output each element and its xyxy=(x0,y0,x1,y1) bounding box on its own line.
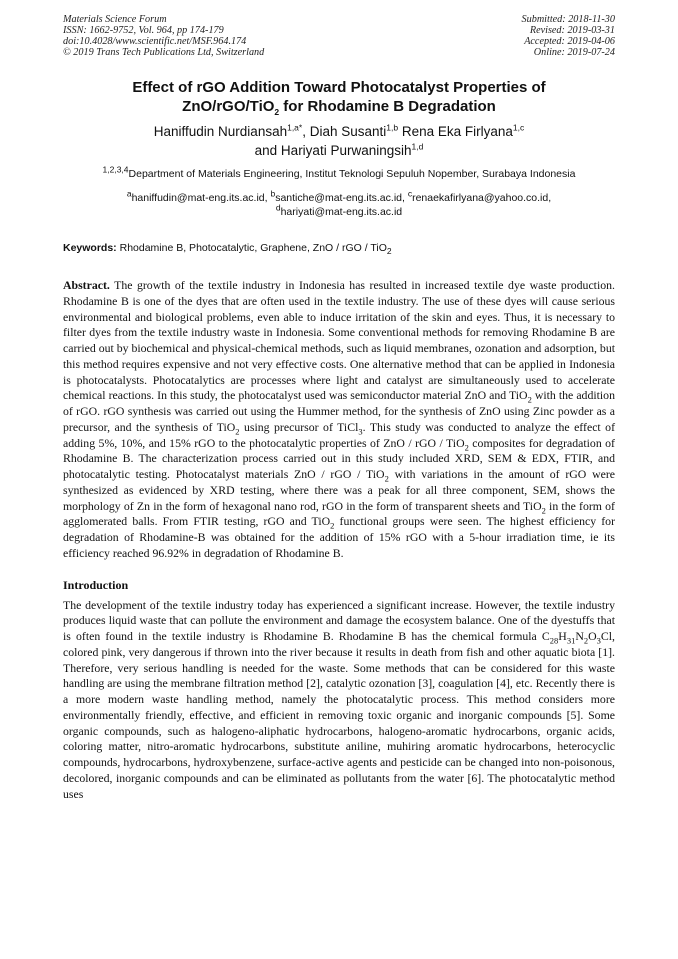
subscript: 31 xyxy=(566,635,576,646)
author-superscript: 1,b xyxy=(386,122,399,133)
keywords xyxy=(63,241,615,255)
email-link[interactable]: renaekafirlyana@yahoo.co.id, xyxy=(412,192,552,204)
email-superscript: c xyxy=(407,188,413,199)
author-line-2 xyxy=(63,141,615,160)
author-name: and Hariyati Purwaningsih xyxy=(254,143,412,158)
abstract-text: The growth of the textile industry in Indonesia has resulted in increased textile dye waste production. Rhodamine B is one of the dyes that are often used in the textile industry. The use of these dyes will cause serious environmental and biological problems, even able to induce irritation of the skin and eyes. Thus, it is necessary to filter dyes from the textile industry waste in Indonesia. Some conventional methods for removing Rhodamine B are carried out by biochemical and physical-chemical methods, such as liquid membranes, ozonation and adsorption, but this method requires expensive and not very effective costs. One alternative method that can be applied in Indonesia is photocatalysts. Photocatalytics are processes where light and catalyst are simultaneously used to accelerate chemical reactions. In this study, the photocatalyst used was semiconductor material ZnO and TiO xyxy=(63,278,616,403)
affiliation xyxy=(63,164,615,181)
issn: ISSN: 1662-9752, Vol. 964, pp 174-179 xyxy=(63,25,224,36)
body-text: O xyxy=(588,629,597,643)
email-superscript: a xyxy=(126,188,132,199)
author-name: , Diah Susanti xyxy=(302,124,387,139)
accepted-date: Accepted: 2019-04-06 xyxy=(524,36,615,47)
doi[interactable]: doi:10.4028/www.scientific.net/MSF.964.174 xyxy=(63,36,247,47)
author-line-1 xyxy=(63,122,615,141)
online-date: Online: 2019-07-24 xyxy=(533,47,615,58)
body-text: The development of the textile industry today has experienced a significant increase. However, the textile industry produces liquid waste that can pollute the environment and damage the ecosystem balance. One of the dyestuffs that is often found in the textile industry is Rhodamine B. Rhodamine B has the chemical formula C xyxy=(63,597,615,643)
subscript: 3 xyxy=(358,426,363,437)
author-name: Haniffudin Nurdiansah xyxy=(153,124,288,139)
subscript: 2 xyxy=(274,107,280,117)
abstract-text: in the form of agglomerated balls. From FTIR testing, rGO and TiO xyxy=(63,498,615,529)
subscript: 28 xyxy=(549,635,559,646)
subscript: 2 xyxy=(464,441,469,452)
introduction-body xyxy=(63,598,615,803)
abstract-text: with variations in the amount of rGO were synthesized as evidenced by XRD testing, where there was a peak for all three component, SEM, shows the morphology of Zn in the form of hexagonal nano rod, rGO in the form of transparent sheets and TiO xyxy=(63,467,615,513)
subscript: 3 xyxy=(596,635,601,646)
abstract-label: Abstract. xyxy=(63,278,110,292)
date-info xyxy=(522,14,615,58)
paper-page xyxy=(63,14,615,802)
author-superscript: 1,a* xyxy=(287,122,303,133)
abstract-text: composites for degradation of Rhodamine B. The characterization process carried out in this study included XRD, SEM & EDX, FTIR, and photocatalytic testing. Photocatalyst materials ZnO / rGO / TiO xyxy=(63,435,615,481)
body-text: N xyxy=(575,629,584,643)
keywords-label: Keywords: xyxy=(63,242,117,254)
affiliation-text: Department of Materials Engineering, Institut Teknologi Sepuluh Nopember, Surabaya Indonesia xyxy=(128,168,576,180)
subscript: 2 xyxy=(235,426,240,437)
keywords-text: Rhodamine B, Photocatalytic, Graphene, ZnO / rGO / TiO xyxy=(116,242,387,254)
affiliation-superscript: 1,2,3,4 xyxy=(102,164,129,175)
abstract-text: using precursor of TiCl xyxy=(239,419,359,434)
paper-title xyxy=(63,78,615,116)
author-superscript: 1,c xyxy=(512,122,525,133)
title-text: for Rhodamine B Degradation xyxy=(279,98,496,115)
title-line-1: Effect of rGO Addition Toward Photocatalyst Properties of xyxy=(132,79,546,96)
email-superscript: d xyxy=(275,202,281,213)
journal-header xyxy=(63,14,615,58)
publication-info xyxy=(63,14,264,58)
title-text: ZnO/rGO/TiO xyxy=(182,98,275,115)
submitted-date: Submitted: 2018-11-30 xyxy=(521,14,615,25)
abstract-text: with the addition of rGO. rGO synthesis was carried out using the Hummer method, for the synthesis of ZnO using Zinc powder as a precursor, and the synthesis of TiO xyxy=(63,388,615,434)
section-heading-introduction: Introduction xyxy=(63,577,129,592)
copyright: © 2019 Trans Tech Publications Ltd, Switzerland xyxy=(63,47,265,58)
subscript: 2 xyxy=(384,473,389,484)
author-list xyxy=(63,122,615,160)
email-link[interactable]: santiche@mat-eng.its.ac.id, xyxy=(275,192,408,204)
subscript: 2 xyxy=(583,635,589,646)
subscript: 2 xyxy=(330,520,335,531)
body-text: Cl, colored pink, very dangerous if thrown into the river because it results in death from fish and other aquatic biota [1]. Therefore, very serious handling is needed for the waste. Some methods that can be considered for this waste handling are using the membrane filtration method [2], catalytic ozonation [3], coagulation [4], etc. Recently there is a more modern waste handling method, namely the photocatalytic process. This method considers more environmentally friendly, effective, and efficient in removing toxic organic and inorganic compounds [5]. Some organic compounds, such as halogeno-aliphatic hydrocarbons, halogeno-aromatic hydrocarbons, organic acids, coloring matter, nitro-aromatic hydrocarbons, substitute aniline, muhiring aromatic hydrocarbons, heterocyclic compounds, hydrocarbons, hydroxybenzene, surface-active agents and pesticide can be changed into non-poisonous, decolored, inorganic compounds and can be eliminated as pollutants from the water [6]. The photocatalytic method uses xyxy=(63,629,615,801)
abstract-text: functional groups were seen. The highest efficiency for degradation of Rhodamine-B was obtained for the addition of 15% rGO with a 5-hour irradiation time, ie its efficiency reached 96.92% in degradation of Rhodamine B. xyxy=(63,514,616,560)
email-link[interactable]: haniffudin@mat-eng.its.ac.id, xyxy=(131,192,271,204)
author-superscript: 1,d xyxy=(411,141,424,152)
subscript: 2 xyxy=(541,504,546,515)
revised-date: Revised: 2019-03-31 xyxy=(529,25,615,36)
author-name: Rena Eka Firlyana xyxy=(398,124,513,139)
subscript: 2 xyxy=(386,246,392,257)
author-emails xyxy=(63,188,615,219)
abstract-text: . This study was conducted to analyze the effect of adding 5%, 10%, and 15% rGO to the photocatalytic properties of ZnO / rGO / TiO xyxy=(63,419,615,450)
title-line-2 xyxy=(63,97,615,116)
email-superscript: b xyxy=(270,188,276,199)
abstract xyxy=(63,278,615,562)
email-link[interactable]: hariyati@mat-eng.its.ac.id xyxy=(280,206,403,218)
journal-name: Materials Science Forum xyxy=(63,14,167,25)
subscript: 2 xyxy=(527,394,532,405)
body-text: H xyxy=(558,629,567,643)
